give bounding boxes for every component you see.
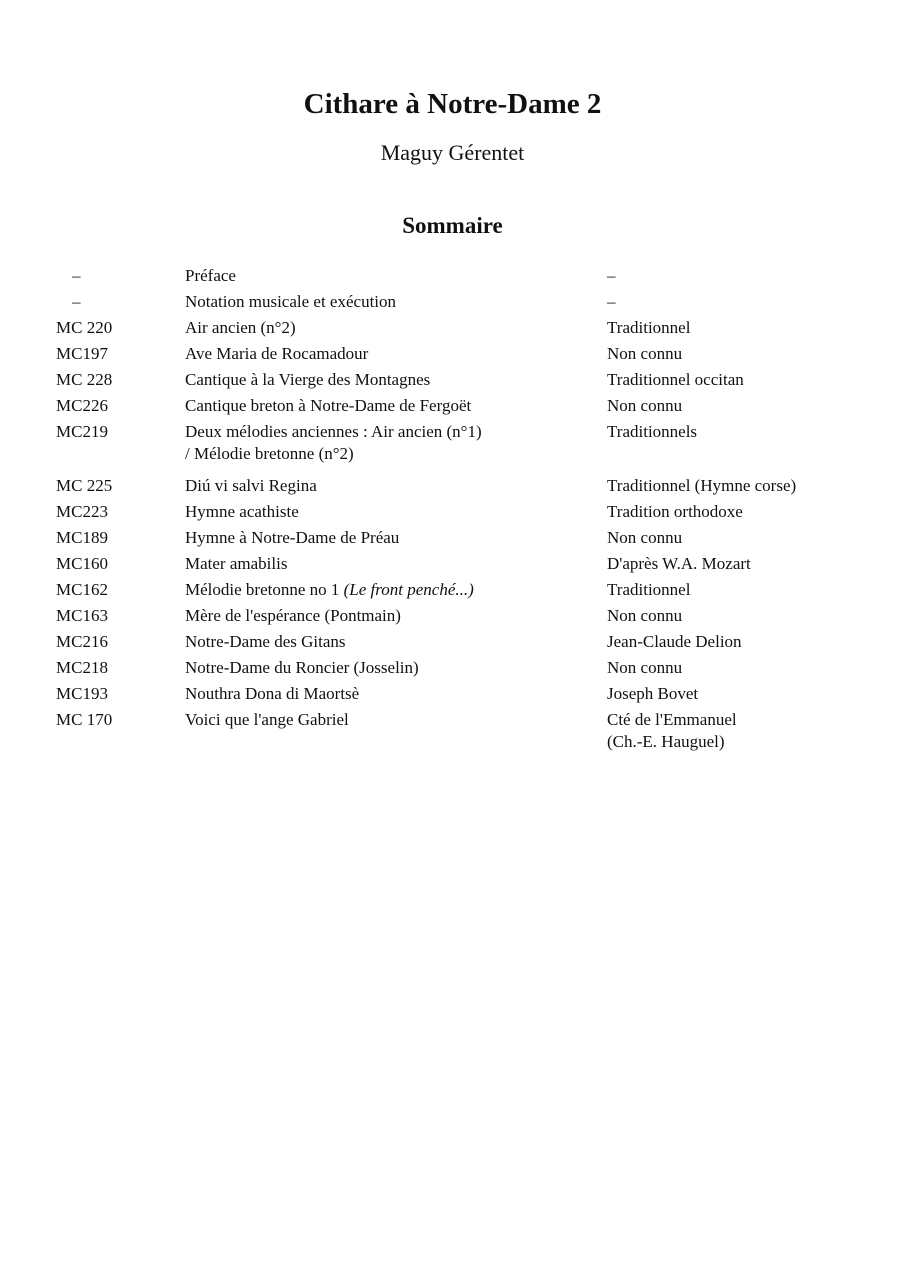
toc-code: MC216 — [56, 632, 108, 651]
toc-composer: Traditionnel occitan — [607, 370, 744, 389]
toc-row — [0, 525, 905, 551]
toc-title: Cantique breton à Notre-Dame de Fergoët — [185, 396, 472, 415]
toc-title: Mère de l'espérance (Pontmain) — [185, 606, 401, 625]
toc-title: Notre-Dame du Roncier (Josselin) — [185, 658, 419, 677]
toc-code: MC 228 — [56, 370, 113, 389]
toc-composer: Traditionnel — [607, 580, 691, 599]
toc-title: Mater amabilis — [185, 554, 288, 573]
toc-code: MC162 — [56, 580, 108, 599]
toc-composer: Traditionnel — [607, 318, 691, 337]
toc-composer: Tradition orthodoxe — [607, 502, 743, 521]
toc-row — [0, 499, 905, 525]
toc-title: Diú vi salvi Regina — [185, 476, 317, 495]
toc-title-line2: / Mélodie bretonne (n°2) — [185, 444, 354, 463]
toc-composer: Non connu — [607, 528, 683, 547]
toc-row — [0, 603, 905, 629]
toc-row — [0, 681, 905, 707]
toc-row — [0, 419, 905, 473]
document-author: Maguy Gérentet — [380, 140, 525, 165]
toc-row — [0, 263, 905, 289]
toc-title: Ave Maria de Rocamadour — [185, 344, 369, 363]
toc-code: – — [72, 292, 81, 311]
toc-title — [185, 421, 585, 465]
toc-composer: D'après W.A. Mozart — [607, 554, 751, 573]
document-title: Cithare à Notre-Dame 2 — [303, 88, 602, 120]
toc-title: Hymne acathiste — [185, 502, 299, 521]
toc-composer-line1: Cté de l'Emmanuel — [607, 710, 737, 729]
toc-title: Air ancien (n°2) — [185, 318, 296, 337]
toc-row — [0, 393, 905, 419]
toc-code: MC 170 — [56, 710, 113, 729]
toc-code: MC189 — [56, 528, 108, 547]
toc-composer: Jean-Claude Delion — [607, 632, 742, 651]
toc-composer: Non connu — [607, 344, 683, 363]
toc-title-italic: (Le front penché...) — [343, 580, 474, 599]
toc-composer: Non connu — [607, 606, 683, 625]
toc-row — [0, 629, 905, 655]
toc-code: MC223 — [56, 502, 108, 521]
toc-title: Cantique à la Vierge des Montagnes — [185, 370, 431, 389]
toc-composer — [607, 709, 887, 753]
toc-title: Préface — [185, 266, 236, 285]
toc-composer: Non connu — [607, 396, 683, 415]
table-of-contents — [0, 263, 905, 753]
toc-row — [0, 315, 905, 341]
toc-composer: – — [607, 292, 616, 311]
toc-title: Notation musicale et exécution — [185, 292, 397, 311]
toc-code: MC226 — [56, 396, 108, 415]
toc-title: Nouthra Dona di Maortsè — [185, 684, 360, 703]
toc-row — [0, 289, 905, 315]
toc-title-line1: Deux mélodies anciennes : Air ancien (n°1) — [185, 422, 482, 441]
toc-heading: Sommaire — [402, 213, 503, 238]
toc-code: MC163 — [56, 606, 108, 625]
toc-title: Notre-Dame des Gitans — [185, 632, 346, 651]
toc-code: MC160 — [56, 554, 108, 573]
toc-code: MC 220 — [56, 318, 113, 337]
toc-title-main: Mélodie bretonne no 1 — [185, 580, 340, 599]
toc-composer-line2: (Ch.-E. Hauguel) — [607, 732, 725, 751]
toc-row — [0, 707, 905, 753]
toc-code: MC197 — [56, 344, 108, 363]
toc-composer: Non connu — [607, 658, 683, 677]
toc-title: Voici que l'ange Gabriel — [185, 710, 349, 729]
toc-row — [0, 367, 905, 393]
toc-row — [0, 341, 905, 367]
toc-title: Hymne à Notre-Dame de Préau — [185, 528, 400, 547]
toc-code: MC219 — [56, 422, 108, 441]
toc-composer: – — [607, 266, 616, 285]
toc-row — [0, 577, 905, 603]
toc-code: – — [72, 266, 81, 285]
toc-row — [0, 551, 905, 577]
toc-code: MC 225 — [56, 476, 113, 495]
toc-composer: Traditionnels — [607, 422, 698, 441]
toc-row — [0, 655, 905, 681]
toc-title — [185, 579, 585, 601]
toc-code: MC193 — [56, 684, 108, 703]
toc-code: MC218 — [56, 658, 108, 677]
toc-composer: Joseph Bovet — [607, 684, 699, 703]
toc-row — [0, 473, 905, 499]
toc-composer: Traditionnel (Hymne corse) — [607, 476, 797, 495]
